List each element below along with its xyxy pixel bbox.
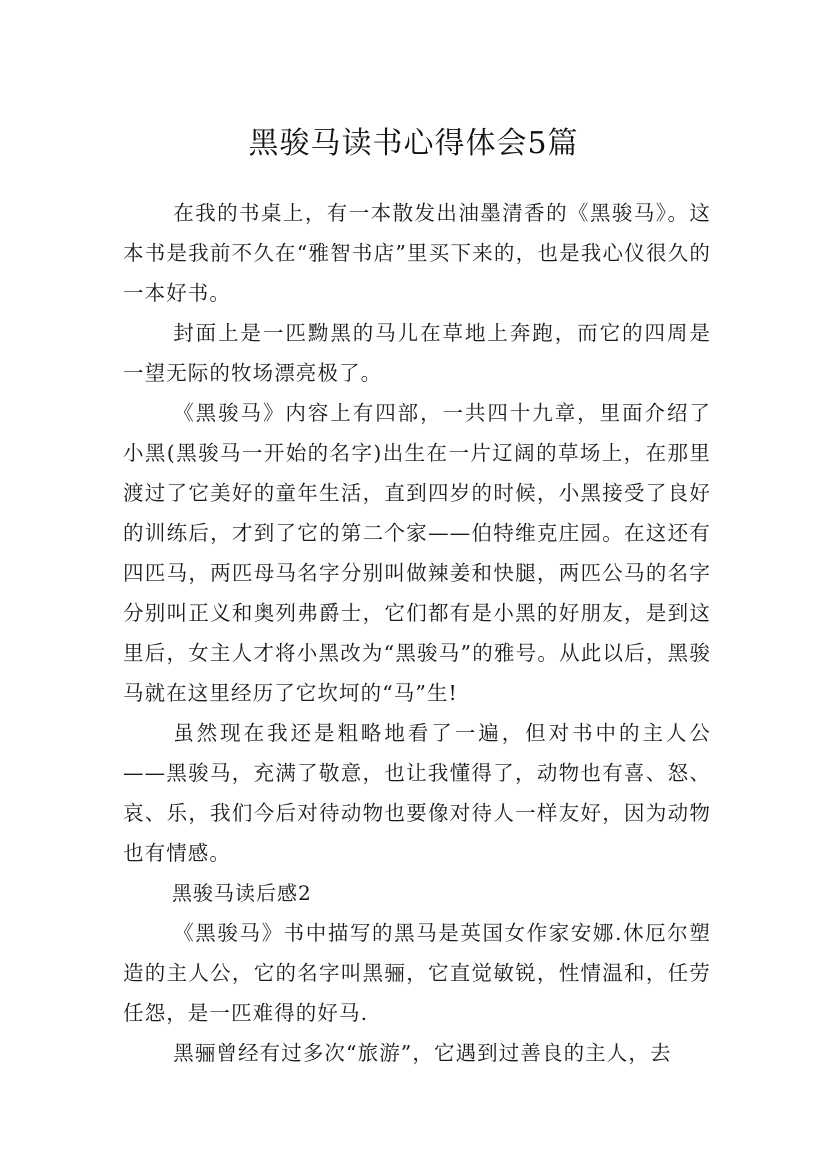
paragraph-2: 封面上是一匹黝黑的马儿在草地上奔跑，而它的四周是一望无际的牧场漂亮极了。 xyxy=(123,321,711,385)
paragraph-4: 虽然现在我还是粗略地看了一遍，但对书中的主人公——黑骏马，充满了敬意，也让我懂得了，动物也有喜、怒、哀、乐，我们今后对待动物也要像对待人一样友好，因为动物也有情感。 xyxy=(123,721,711,865)
document-title: 黑骏马读书心得体会5篇 xyxy=(248,126,579,162)
paragraph-5: 《黑骏马》书中描写的黑马是英国女作家安娜.休厄尔塑造的主人公，它的名字叫黑骊，它直觉敏锐，性情温和，任劳任怨，是一匹难得的好马. xyxy=(123,921,711,1025)
paragraph-3: 《黑骏马》内容上有四部，一共四十九章，里面介绍了小黑(黑骏马一开始的名字)出生在一片辽阔的草场上，在那里渡过了它美好的童年生活，直到四岁的时候，小黑接受了良好的训练后，才到了它的第二个家——伯特维克庄园。在这还有四匹马，两匹母马名字分别叫做辣姜和快腿，两匹公马的名字分别叫正义和奥列弗爵士，它们都有是小黑的好朋友，是到这里后，女主人才将小黑改为“黑骏马”的雅号。从此以后，黑骏马就在这里经历了它坎坷的“马”生! xyxy=(123,401,711,705)
section-subheading: 黑骏马读后感2 xyxy=(172,881,312,905)
paragraph-1: 在我的书桌上，有一本散发出油墨清香的《黑骏马》。这本书是我前不久在“雅智书店”里买下来的，也是我心仪很久的一本好书。 xyxy=(123,201,711,305)
paragraph-6: 黑骊曾经有过多次“旅游”，它遇到过善良的主人，去 xyxy=(173,1041,672,1065)
document-body xyxy=(123,193,711,1073)
